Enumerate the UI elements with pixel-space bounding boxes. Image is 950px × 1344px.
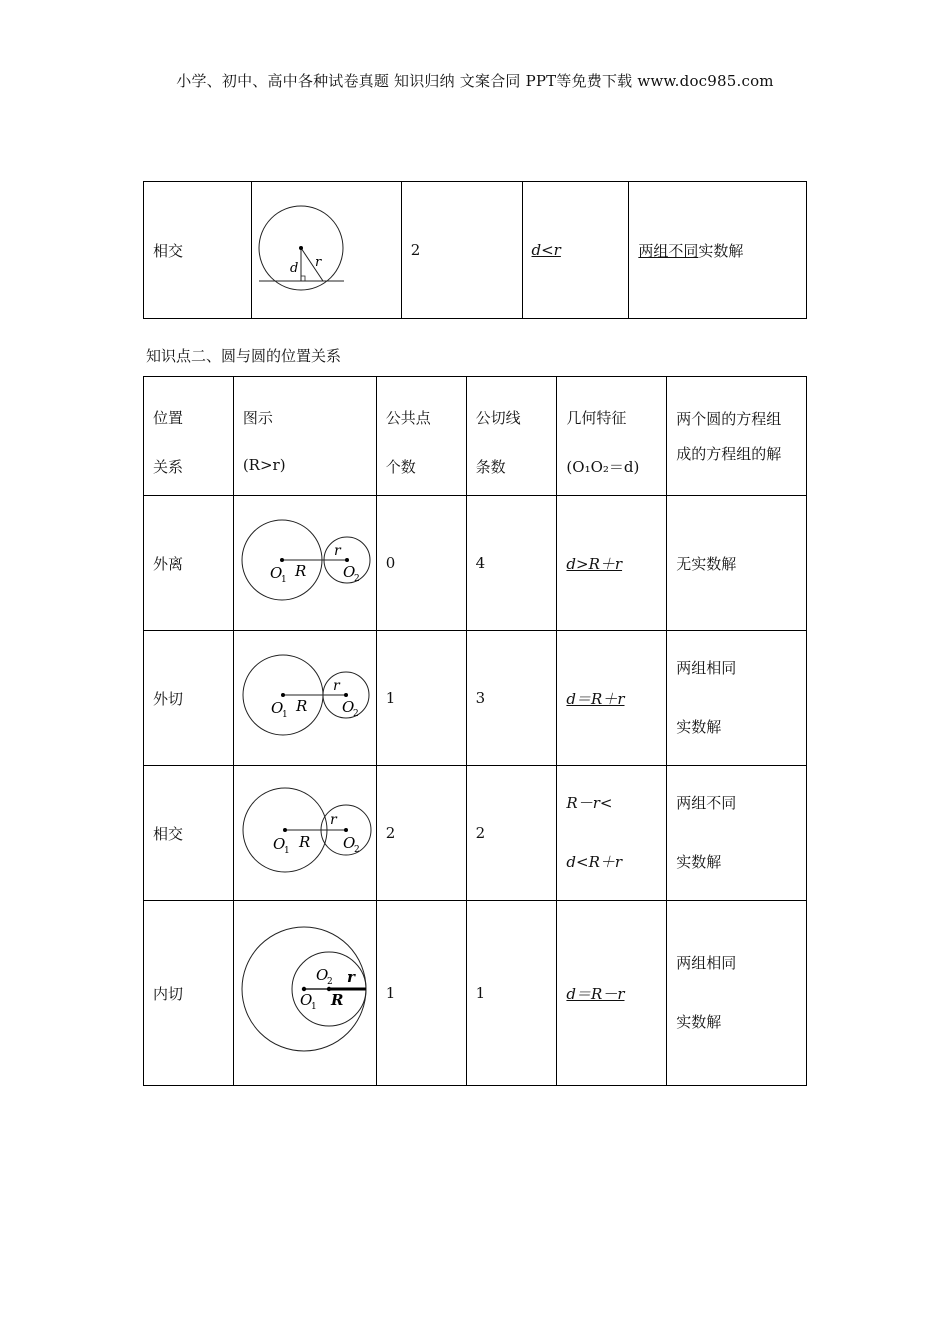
svg-text:O: O xyxy=(341,698,355,716)
svg-text:r: r xyxy=(329,812,337,828)
relation-cell: 相交 xyxy=(144,182,252,319)
svg-text:2: 2 xyxy=(353,574,360,584)
svg-text:R: R xyxy=(298,833,311,851)
table-row xyxy=(144,182,807,319)
figure-cell xyxy=(233,496,376,631)
relation-cell: 外离 xyxy=(144,496,234,631)
page-header: 小学、初中、高中各种试卷真题 知识归纳 文案合同 PPT等免费下载 www.doc985.com xyxy=(176,72,774,90)
externally-tangent-figure xyxy=(235,631,375,761)
table-row: 内切 O 2 r O 1 R 1 1 d＝R－r 两组相同 实数解 xyxy=(144,901,807,1086)
svg-text:O: O xyxy=(342,563,356,581)
figure-cell xyxy=(233,631,376,766)
figure-cell xyxy=(233,901,376,1086)
svg-text:O: O xyxy=(342,834,356,852)
svg-text:2: 2 xyxy=(352,709,359,719)
svg-text:R: R xyxy=(330,991,344,1009)
table-row: 相交 O 1 R r O 2 2 2 R－r< d<R＋r 两组不同 实数解 xyxy=(144,766,807,901)
separate-circles-figure xyxy=(235,496,375,626)
table-row: 外离 O 1 R r O 2 0 4 d>R＋r 无实数解 xyxy=(144,496,807,631)
line-circle-table xyxy=(143,181,807,319)
solution-cell xyxy=(629,182,807,319)
svg-text:R: R xyxy=(294,562,307,580)
svg-text:O: O xyxy=(272,835,286,853)
svg-text:O: O xyxy=(315,966,329,984)
line-circle-intersect-figure xyxy=(252,182,400,314)
table-header-row xyxy=(144,377,807,496)
svg-text:O: O xyxy=(299,991,313,1009)
svg-text:2: 2 xyxy=(353,845,360,855)
r-label: r xyxy=(315,255,322,270)
svg-text:O: O xyxy=(270,699,284,717)
svg-text:r: r xyxy=(332,678,340,694)
figure-cell xyxy=(251,182,401,319)
svg-text:1: 1 xyxy=(280,575,287,585)
svg-text:O: O xyxy=(269,564,283,582)
table-row: 外切 O 1 R r O 2 1 3 d＝R＋r 两组相同 实数解 xyxy=(144,631,807,766)
common-points-cell: 2 xyxy=(401,182,522,319)
section-title: 知识点二、圆与圆的位置关系 xyxy=(146,347,342,365)
figure-cell xyxy=(233,766,376,901)
solution-underlined: 两组不同 xyxy=(638,241,699,260)
svg-text:r: r xyxy=(346,968,355,986)
intersecting-circles-figure xyxy=(235,766,375,896)
svg-text:1: 1 xyxy=(283,846,290,856)
header-solution: 两个圆的方程组 成的方程组的解 xyxy=(667,377,807,496)
condition-cell xyxy=(522,182,629,319)
header-common-points: 公共点 个数 xyxy=(376,377,466,496)
header-position: 位置 关系 xyxy=(144,377,234,496)
svg-text:r: r xyxy=(333,543,341,559)
solution-rest: 实数解 xyxy=(698,241,744,260)
svg-text:R: R xyxy=(295,697,308,715)
svg-text:1: 1 xyxy=(281,710,288,720)
header-tangent-lines: 公切线 条数 xyxy=(466,377,557,496)
d-label: d xyxy=(290,261,299,276)
internally-tangent-figure xyxy=(235,901,375,1081)
svg-text:2: 2 xyxy=(326,977,333,987)
svg-text:1: 1 xyxy=(310,1002,317,1012)
circle-circle-table xyxy=(143,376,807,1086)
header-geometry: 几何特征 (O₁O₂＝d) xyxy=(557,377,667,496)
header-figure: 图示 (R>r) xyxy=(233,377,376,496)
condition-text: d<r xyxy=(531,241,561,259)
